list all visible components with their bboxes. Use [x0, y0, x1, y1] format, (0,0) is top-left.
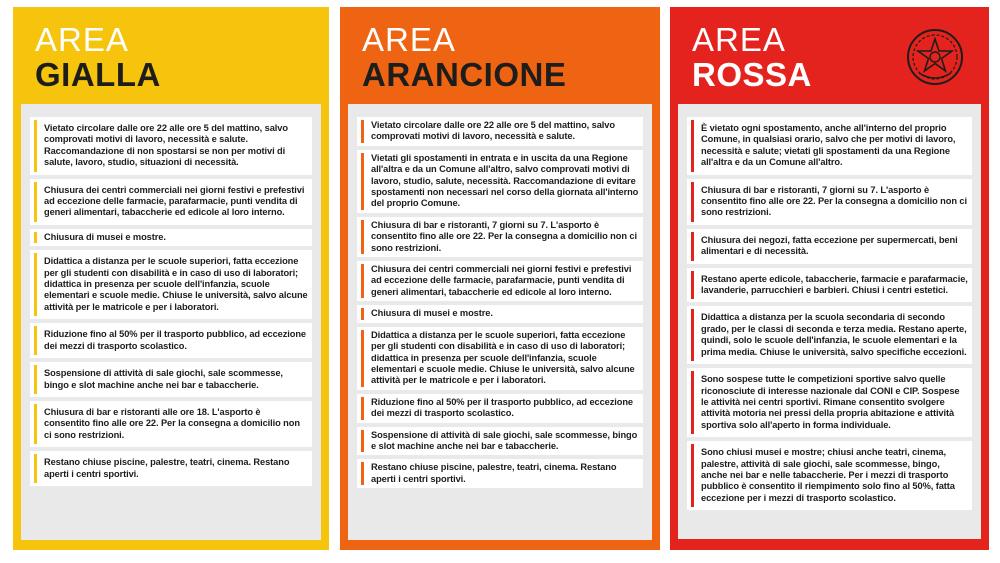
rule-card: Didattica a distanza per le scuole superiori, fatta eccezione per gli studenti con disabilità e in caso di uso di laboratori; didattica in presenza per scuole dell'infanzia, scuole elementari e scuole medie. Chiuse le università, salvo alcune attività per le matricole e per i laboratori.: [30, 250, 312, 319]
rule-card: Chiusura di bar e ristoranti alle ore 18. L'asporto è consentito fino alle ore 22. Per la consegna a domicilio non ci sono restrizioni.: [30, 401, 312, 447]
zone-name: ARANCIONE: [362, 56, 567, 93]
rules-list: [348, 104, 652, 540]
rule-card: Vietato circolare dalle ore 22 alle ore 5 del mattino, salvo comprovati motivi di lavoro, necessità e salute.: [357, 117, 643, 146]
rule-card: Sospensione di attività di sale giochi, sale scommesse, bingo e slot machine anche nei bar e tabaccherie.: [357, 427, 643, 456]
rule-card: Didattica a distanza per le scuole superiori, fatta eccezione per gli studenti con disabilità e in caso di uso di laboratori; didattica in presenza per scuole dell'infanzia, scuole elementari e scuole medie. Chiuse le università, salvo alcune attività per le matricole e per i laboratori.: [357, 327, 643, 390]
zone-header: [21, 7, 321, 104]
rule-card: Chiusura dei centri commerciali nei giorni festivi e prefestivi ad eccezione delle farmacie, parafarmacie, punti vendita di generi alimentari, tabaccherie ed edicole al loro interno.: [357, 261, 643, 301]
rule-card: Chiusura dei negozi, fatta eccezione per supermercati, beni alimentari e di necessità.: [687, 229, 972, 264]
rule-card: Sono sospese tutte le competizioni sportive salvo quelle riconosciute di interesse nazionale dal CONI e CIP. Sospese le attività nei centri sportivi. Rimane consentito svolgere attività motoria nei pressi della propria abitazione e attività sportiva solo all'aperto in forma individuale.: [687, 368, 972, 437]
area-label: AREA: [362, 21, 456, 58]
zone-panel-arancione: [340, 7, 660, 550]
rule-card: Riduzione fino al 50% per il trasporto pubblico, ad eccezione dei mezzi di trasporto scolastico.: [357, 394, 643, 423]
rules-list: [678, 104, 981, 539]
rule-card: Sono chiusi musei e mostre; chiusi anche teatri, cinema, palestre, attività di sale giochi, sale scommesse, bingo, anche nei bar e nelle tabaccherie. Per i mezzi di trasporto pubblico è consentito il riempimento solo fino al 50%, fatta eccezione per i mezzi di trasporto scolastico.: [687, 441, 972, 510]
rule-card: Restano aperte edicole, tabaccherie, farmacie e parafarmacie, lavanderie, parrucchieri e barbieri. Chiusi i centri estetici.: [687, 268, 972, 303]
rule-card: Vietati gli spostamenti in entrata e in uscita da una Regione all'altra e da un Comune all'altro, salvo comprovati motivi di lavoro, studio, salute, necessità. Raccomandazione di evitare spostamenti non necessari nel corso della giornata all'interno del proprio Comune.: [357, 150, 643, 213]
rule-card: È vietato ogni spostamento, anche all'interno del proprio Comune, in qualsiasi orario, salvo che per motivi di lavoro, necessità e salute; vietati gli spostamenti da una Regione all'altra e da un Comune all'altro.: [687, 117, 972, 175]
zone-name: GIALLA: [35, 56, 161, 93]
rule-card: Chiusura di bar e ristoranti, 7 giorni su 7. L'asporto è consentito fino alle ore 22. Per la consegna a domicilio non ci sono restrizioni.: [687, 179, 972, 225]
rule-card: Chiusura di musei e mostre.: [30, 229, 312, 246]
area-label: AREA: [35, 21, 129, 58]
rule-card: Sospensione di attività di sale giochi, sale scommesse, bingo e slot machine anche nei bar e tabaccherie.: [30, 362, 312, 397]
rule-card: Chiusura dei centri commerciali nei giorni festivi e prefestivi ad eccezione delle farmacie, parafarmacie, punti vendita di generi alimentari, tabaccherie ed edicole al loro interno.: [30, 179, 312, 225]
zone-header: [348, 7, 652, 104]
zone-panel-rossa: [670, 7, 989, 550]
rule-card: Riduzione fino al 50% per il trasporto pubblico, ad eccezione dei mezzi di trasporto scolastico.: [30, 323, 312, 358]
rule-card: Restano chiuse piscine, palestre, teatri, cinema. Restano aperti i centri sportivi.: [357, 459, 643, 488]
rule-card: Chiusura di bar e ristoranti, 7 giorni su 7. L'asporto è consentito fino alle ore 22. Per la consegna a domicilio non ci sono restrizioni.: [357, 217, 643, 257]
rule-card: Vietato circolare dalle ore 22 alle ore 5 del mattino, salvo comprovati motivi di lavoro, necessità e salute. Raccomandazione di non spostarsi se non per motivi di salute, lavoro, studio, situazioni di necessità.: [30, 117, 312, 175]
zone-header: [678, 7, 981, 104]
zone-panel-gialla: [13, 7, 329, 550]
rule-card: Didattica a distanza per la scuola secondaria di secondo grado, per le classi di seconda e terza media. Restano aperte, quindi, solo le scuole dell'infanzia, le scuole elementari e la prima media. Chiuse le università, salvo specifiche eccezioni.: [687, 306, 972, 364]
rule-card: Restano chiuse piscine, palestre, teatri, cinema. Restano aperti i centri sportivi.: [30, 451, 312, 486]
area-label: AREA: [692, 21, 786, 58]
zone-name: ROSSA: [692, 56, 812, 93]
rules-list: [21, 104, 321, 540]
rule-card: Chiusura di musei e mostre.: [357, 305, 643, 322]
italian-republic-emblem-icon: [905, 27, 965, 87]
